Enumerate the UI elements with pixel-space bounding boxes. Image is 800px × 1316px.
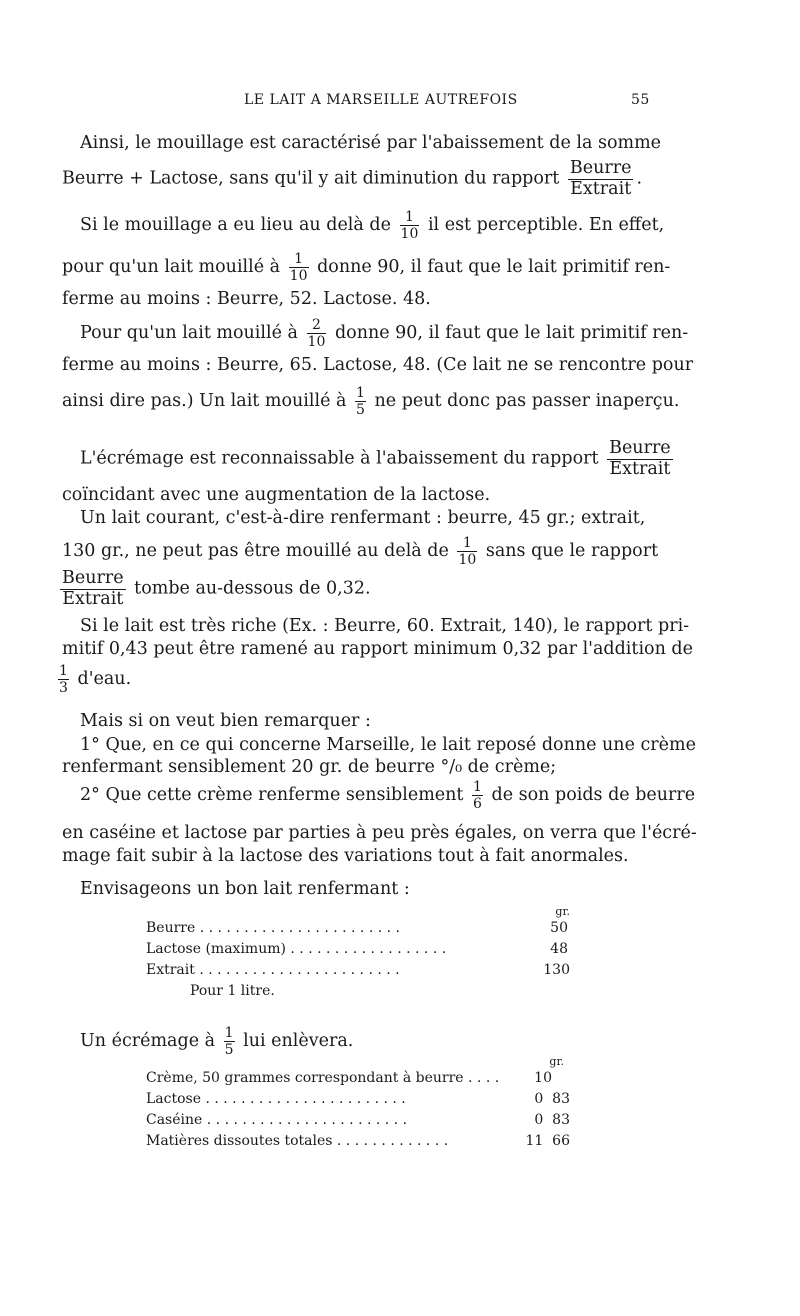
p5-line3	[60, 570, 371, 608]
fraction-numerator: 1	[224, 1025, 234, 1041]
fraction-numerator: Beurre	[62, 568, 124, 588]
ratio-fraction	[60, 570, 126, 608]
fraction-numerator: Beurre	[569, 158, 632, 178]
row-label	[146, 1110, 407, 1131]
row-label	[146, 1131, 448, 1152]
leader-dots: . . . . . . . . . . . . . . . . . . . . . . .	[199, 920, 400, 936]
p7-item1-line2: renfermant sensiblement 20 gr. de beurre °/₀ de crème;	[62, 757, 557, 777]
row-value: 48	[550, 941, 568, 957]
fraction-one-fifth	[224, 1026, 235, 1057]
row-value: 130	[543, 962, 570, 978]
p9-text-b: lui enlèvera.	[243, 1031, 354, 1051]
leader-dots: . . . . . . . . . . . . . . . . . . . . . . .	[206, 1112, 408, 1128]
fraction-denominator: Extrait	[570, 178, 632, 199]
unit-header: gr.	[549, 1055, 564, 1068]
label-text: Beurre	[146, 920, 196, 936]
ratio-fraction	[607, 440, 673, 478]
p7-item2-text-b: de son poids de beurre	[491, 785, 696, 805]
leader-dots: . . . . . . . . . . . . . . . . . .	[290, 941, 447, 957]
fraction-denominator: 3	[59, 680, 68, 696]
leader-dots: . . . . . . . . . . . . . . . . . . . . . . .	[199, 962, 400, 978]
row-label	[146, 1089, 406, 1110]
p2-line1-text-a: Si le mouillage a eu lieu au delà de	[80, 215, 391, 235]
p4-line2: coïncidant avec une augmentation de la lactose.	[62, 485, 491, 505]
row-label	[146, 918, 400, 939]
p1-line2-text: Beurre + Lactose, sans qu'il y ait diminution du rapport	[62, 168, 560, 189]
p7-item1-line1: 1° Que, en ce qui concerne Marseille, le lait reposé donne une crème	[80, 735, 696, 755]
fraction-denominator: 6	[473, 796, 482, 812]
p7-item2-text-a: 2° Que cette crème renferme sensiblement	[80, 785, 464, 805]
page-number: 55	[631, 92, 650, 108]
p5-line1: Un lait courant, c'est-à-dire renfermant : beurre, 45 gr.; extrait,	[80, 508, 646, 528]
leader-dots: . . . .	[468, 1070, 500, 1086]
fraction-numerator: Beurre	[609, 438, 671, 458]
p2-line3: ferme au moins : Beurre, 52. Lactose. 48.	[62, 289, 431, 309]
fraction-one-sixth	[472, 780, 483, 811]
label-text: Lactose	[146, 1091, 202, 1107]
p3-line1-text-a: Pour qu'un lait mouillé à	[80, 323, 298, 343]
p2-line2-text-b: donne 90, il faut que le lait primitif ren-	[317, 257, 671, 277]
fraction-one-fifth	[355, 386, 366, 417]
fraction-one-tenth	[457, 536, 477, 567]
fraction-numerator: 1	[289, 252, 309, 268]
row-value: 0 83	[534, 1091, 570, 1107]
p5-line2-text-b: sans que le rapport	[485, 541, 659, 561]
table-row	[146, 1089, 576, 1110]
p3-line1-text-b: donne 90, il faut que le lait primitif ren-	[334, 323, 689, 343]
fraction-denominator: 5	[224, 1042, 234, 1058]
p9-line	[80, 1026, 353, 1057]
fraction-numerator: 1	[356, 385, 365, 401]
fraction-denominator: Extrait	[609, 458, 671, 479]
label-text: Matières dissoutes totales	[146, 1133, 333, 1149]
p5-line3-text: tombe au-dessous de 0,32.	[134, 578, 371, 599]
fraction-two-tenths	[307, 318, 327, 349]
p2-line2-text-a: pour qu'un lait mouillé à	[62, 257, 281, 277]
label-text: Crème, 50 grammes correspondant à beurre	[146, 1070, 464, 1086]
p7-item2-line1	[80, 780, 695, 811]
row-value: 11 66	[525, 1133, 570, 1149]
fraction-numerator: 1	[473, 779, 482, 795]
table-row	[146, 918, 576, 939]
p2-line1-text-b: il est perceptible. En effet,	[427, 215, 665, 235]
p5-line2-text-a: 130 gr., ne peut pas être mouillé au delà de	[62, 541, 449, 561]
table-row	[146, 1068, 576, 1089]
skimming-table	[146, 1054, 576, 1152]
fraction-denominator: Extrait	[62, 588, 124, 609]
p7-item2-line3: mage fait subir à la lactose des variations tout à fait anormales.	[62, 846, 629, 866]
leader-dots: . . . . . . . . . . . . . . . . . . . . . . .	[205, 1091, 406, 1107]
fraction-denominator: 5	[356, 402, 365, 418]
p6-line3	[58, 664, 131, 695]
p6-line1: Si le lait est très riche (Ex. : Beurre, 60. Extrait, 140), le rapport pri-	[80, 616, 690, 636]
table-row	[146, 1110, 576, 1131]
p5-line2	[62, 536, 658, 567]
p2-line1	[80, 210, 664, 241]
row-value: 50	[550, 920, 568, 936]
label-text: Lactose (maximum)	[146, 941, 286, 957]
p8-line1: Envisageons un bon lait renfermant :	[80, 879, 410, 899]
fraction-one-tenth	[400, 210, 420, 241]
p3-line3	[62, 386, 679, 417]
row-label	[146, 960, 400, 981]
fraction-denominator: 10	[400, 226, 419, 242]
p1-line2-end: .	[636, 168, 643, 189]
table-row	[146, 1131, 576, 1152]
running-title: LE LAIT A MARSEILLE AUTREFOIS	[244, 92, 518, 108]
p3-line3-text-a: ainsi dire pas.) Un lait mouillé à	[62, 391, 347, 411]
label-text: Extrait	[146, 962, 195, 978]
fraction-denominator: 10	[307, 334, 326, 350]
composition-table	[146, 904, 576, 1002]
p1-line1: Ainsi, le mouillage est caractérisé par l'abaissement de la somme	[80, 133, 662, 153]
row-value: 10	[534, 1070, 552, 1086]
fraction-numerator: 2	[307, 318, 327, 334]
row-value: 0 83	[534, 1112, 570, 1128]
fraction-denominator: 10	[289, 268, 308, 284]
table-row	[146, 960, 576, 981]
p6-line3-text: d'eau.	[77, 669, 132, 689]
p4-line1-text: L'écrémage est reconnaissable à l'abaissement du rapport	[80, 448, 599, 469]
p3-line1	[80, 318, 688, 349]
p4-line1	[80, 440, 676, 478]
fraction-numerator: 1	[400, 210, 420, 226]
row-label	[146, 1068, 499, 1089]
ratio-fraction	[568, 160, 634, 198]
leader-dots: . . . . . . . . . . . . .	[336, 1133, 449, 1149]
row-label	[146, 939, 446, 960]
table-footer	[146, 981, 576, 1002]
p3-line3-text-b: ne peut donc pas passer inaperçu.	[374, 391, 680, 411]
fraction-numerator: 1	[59, 663, 68, 679]
label-text: Caséine	[146, 1112, 203, 1128]
p1-line2	[62, 160, 642, 198]
p6-line2: mitif 0,43 peut être ramené au rapport minimum 0,32 par l'addition de	[62, 639, 693, 659]
fraction-one-tenth	[289, 252, 309, 283]
footer-text: Pour 1 litre.	[190, 983, 275, 999]
fraction-denominator: 10	[458, 552, 477, 568]
fraction-one-third	[58, 664, 69, 695]
p7-item2-line2: en caséine et lactose par parties à peu près égales, on verra que l'écré-	[62, 823, 697, 843]
unit-header: gr.	[555, 905, 570, 918]
p7-line1: Mais si on veut bien remarquer :	[80, 711, 371, 731]
table-row	[146, 939, 576, 960]
p9-text-a: Un écrémage à	[80, 1031, 216, 1051]
p2-line2	[62, 252, 670, 283]
fraction-numerator: 1	[457, 536, 477, 552]
p3-line2: ferme au moins : Beurre, 65. Lactose, 48. (Ce lait ne se rencontre pour	[62, 355, 694, 375]
